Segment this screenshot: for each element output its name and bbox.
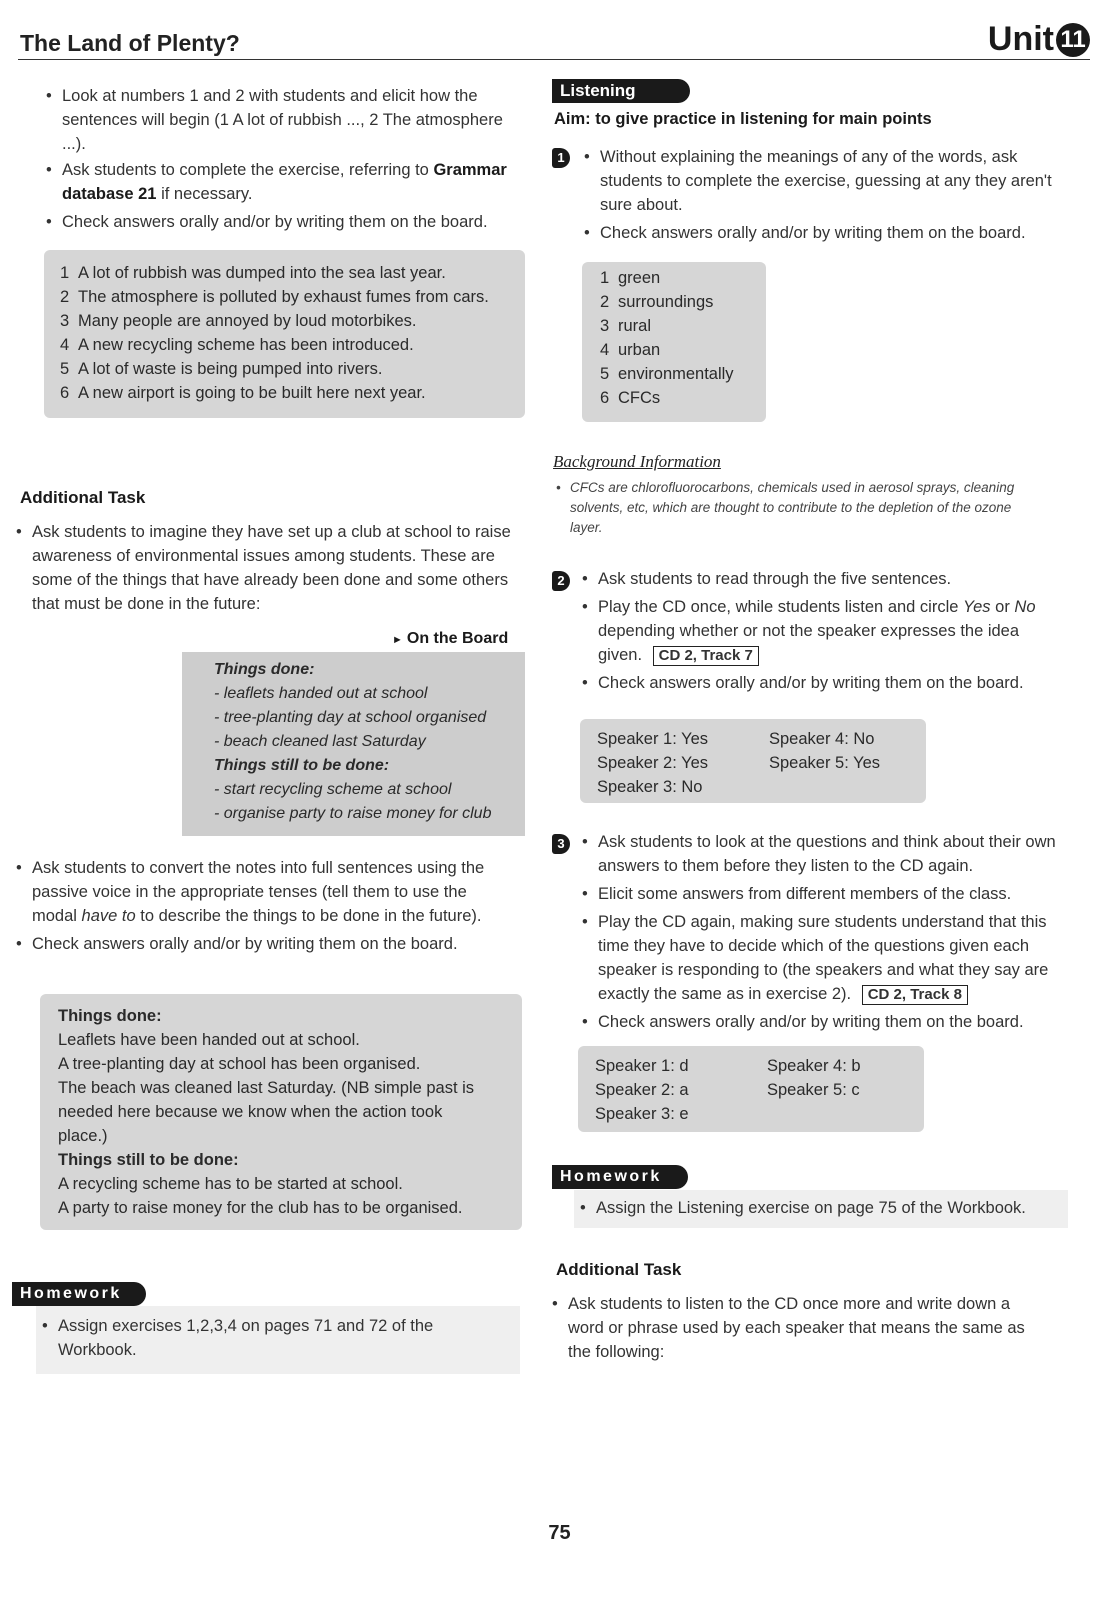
answer-box-vocab: [582, 262, 766, 422]
answer-line: A party to raise money for the club has to be organised.: [58, 1199, 463, 1217]
page-number: 75: [548, 1522, 571, 1544]
page-title: The Land of Plenty?: [20, 30, 240, 56]
answer-box-speakers-yes-no: [580, 719, 926, 803]
answer-item: 6 A new airport is going to be built here next year.: [60, 384, 426, 402]
cd-track-badge: CD 2, Track 7: [653, 646, 759, 666]
step-3-bullet: • Elicit some answers from different members of the class.: [580, 882, 1065, 906]
board-line: - leaflets handed out at school: [214, 685, 428, 702]
board-line: - beach cleaned last Saturday: [214, 733, 426, 750]
speaker-answer: Speaker 1: Yes: [597, 730, 709, 748]
answer-box-speakers-questions: [578, 1046, 924, 1132]
board-line: Things still to be done:: [214, 757, 390, 774]
speaker-answer: Speaker 2: Yes: [597, 754, 709, 772]
intro-bullet: • Look at numbers 1 and 2 with students and elicit how the sentences will begin (1 A lot of rubbish ..., 2 The atmosphere ...).: [44, 84, 524, 156]
background-info-title: Background Information: [553, 452, 721, 471]
answer-item: 2 surroundings: [600, 293, 714, 311]
answer-item: 4 A new recycling scheme has been introduced.: [60, 336, 414, 354]
speaker-answer: [767, 1102, 927, 1126]
answer-item: 1 green: [600, 269, 661, 287]
answer-box-passive: [44, 250, 525, 418]
step-2-bullets: [580, 567, 1065, 695]
on-the-board-label: ► On the Board: [392, 630, 509, 647]
bullet-icon: •: [556, 480, 561, 495]
step-3-bullet: • Play the CD again, making sure students understand that this time they have to decide which of the questions given each speaker is responding to (the speakers and what they say are exactly the same as in exercise 2). CD 2, Track 8: [580, 910, 1065, 1006]
answer-box-conversion: [40, 994, 522, 1230]
page-header: [18, 18, 1090, 60]
step-2-bullet: • Ask students to read through the five sentences.: [580, 567, 1065, 591]
listening-label: Listening: [552, 79, 690, 103]
speaker-answer: [769, 775, 929, 799]
speaker-answer: Speaker 1: d: [595, 1057, 689, 1075]
step-1-bullets: [582, 145, 1062, 245]
cd-track-badge: CD 2, Track 8: [862, 985, 968, 1005]
speaker-answer: Speaker 5: c: [767, 1081, 860, 1099]
step-3-bullets: [580, 830, 1065, 1034]
speaker-answer: Speaker 3: No: [597, 778, 703, 796]
intro-bullets: [44, 84, 524, 234]
step-2-bullet: • Check answers orally and/or by writing them on the board.: [580, 671, 1065, 695]
board-line: Things done:: [214, 661, 315, 678]
answer-line: A tree-planting day at school has been organised.: [58, 1055, 421, 1073]
board-line: - start recycling scheme at school: [214, 781, 452, 798]
unit-label: [988, 20, 1090, 59]
answer-item: 6 CFCs: [600, 389, 661, 407]
intro-bullet: • Check answers orally and/or by writing them on the board.: [44, 210, 524, 234]
additional-task-heading-right: Additional Task: [556, 1260, 682, 1279]
step-3-bullet: • Ask students to look at the questions and think about their own answers to them before they listen to the CD again.: [580, 830, 1065, 878]
step-2-badge: 2: [552, 571, 570, 591]
step-1-bullet: • Without explaining the meanings of any of the words, ask students to complete the exercise, guessing at any they aren't sure about.: [582, 145, 1062, 217]
step-3-bullet: • Check answers orally and/or by writing them on the board.: [580, 1010, 1065, 1034]
speaker-answer: Speaker 4: No: [769, 730, 875, 748]
speaker-answer: Speaker 3: e: [595, 1105, 689, 1123]
additional-task-bullet: • Ask students to imagine they have set up a club at school to raise awareness of environmental issues among students. These are some of the things that have already been done and some others that must be done in the future:: [14, 520, 524, 616]
board-notes: [182, 652, 525, 836]
additional-task-heading: Additional Task: [20, 488, 146, 507]
homework-bullet: • Assign exercises 1,2,3,4 on pages 71 and 72 of the Workbook.: [40, 1314, 470, 1362]
answer-item: 5 A lot of waste is being pumped into rivers.: [60, 360, 383, 378]
homework-label-right: Homework: [552, 1165, 688, 1189]
answer-item: 2 The atmosphere is polluted by exhaust fumes from cars.: [60, 288, 489, 306]
board-line: - tree-planting day at school organised: [214, 709, 487, 726]
homework-bullet: • Assign the Listening exercise on page 75 of the Workbook.: [578, 1196, 1068, 1220]
background-info-text: • CFCs are chlorofluorocarbons, chemicals used in aerosol sprays, cleaning solvents, etc, which are thought to contribute to the depletion of the ozone layer.: [556, 480, 1015, 535]
answer-item: 5 environmentally: [600, 365, 734, 383]
step-3-badge: 3: [552, 834, 570, 854]
answer-list: [60, 261, 525, 405]
answer-line: Things still to be done:: [58, 1151, 239, 1169]
conversion-bullet: • Ask students to convert the notes into full sentences using the passive voice in the appropriate tenses (tell them to use the modal have to to describe the things to be done in the future).: [14, 856, 499, 928]
grammar-reference: Grammar database 21: [62, 161, 507, 203]
additional-task-bullet: • Ask students to listen to the CD once more and write down a word or phrase used by each speaker that means the same as the following:: [550, 1292, 1050, 1364]
additional-task-bullets-right: [550, 1292, 1050, 1364]
unit-word: Unit: [987, 20, 1054, 58]
answer-line: Leaflets have been handed out at school.: [58, 1031, 360, 1049]
speaker-answer: Speaker 2: a: [595, 1081, 689, 1099]
answer-item: 1 A lot of rubbish was dumped into the sea last year.: [60, 264, 446, 282]
answer-line: A recycling scheme has to be started at school.: [58, 1175, 403, 1193]
answer-line: The beach was cleaned last Saturday. (NB simple past is needed here because we know when the action took place.): [58, 1079, 475, 1145]
conversion-bullets: [14, 856, 499, 956]
step-1-badge: 1: [552, 148, 570, 168]
homework-bullets-right: [578, 1196, 1068, 1220]
answer-item: 3 Many people are annoyed by loud motorbikes.: [60, 312, 417, 330]
board-line: - organise party to raise money for club: [214, 805, 492, 822]
answer-line: Things done:: [58, 1007, 162, 1025]
aim-text: Aim: to give practice in listening for main points: [554, 110, 932, 128]
unit-number-badge: 11: [1056, 23, 1090, 57]
homework-label-left: Homework: [12, 1282, 146, 1306]
step-1-bullet: • Check answers orally and/or by writing them on the board.: [582, 221, 1062, 245]
conversion-bullet: • Check answers orally and/or by writing them on the board.: [14, 932, 499, 956]
arrow-right-icon: ►: [392, 634, 403, 646]
speaker-answer: Speaker 5: Yes: [769, 754, 881, 772]
speaker-answer: Speaker 4: b: [767, 1057, 861, 1075]
answer-item: 3 rural: [600, 317, 652, 335]
additional-task-bullets: [14, 520, 524, 616]
step-2-bullet: • Play the CD once, while students listen and circle Yes or No depending whether or not the speaker expresses the idea given. CD 2, Track 7: [580, 595, 1065, 667]
homework-bullets-left: [40, 1314, 470, 1362]
intro-bullet: • Ask students to complete the exercise, referring to Grammar database 21 if necessary.: [44, 158, 524, 206]
answer-item: 4 urban: [600, 341, 661, 359]
